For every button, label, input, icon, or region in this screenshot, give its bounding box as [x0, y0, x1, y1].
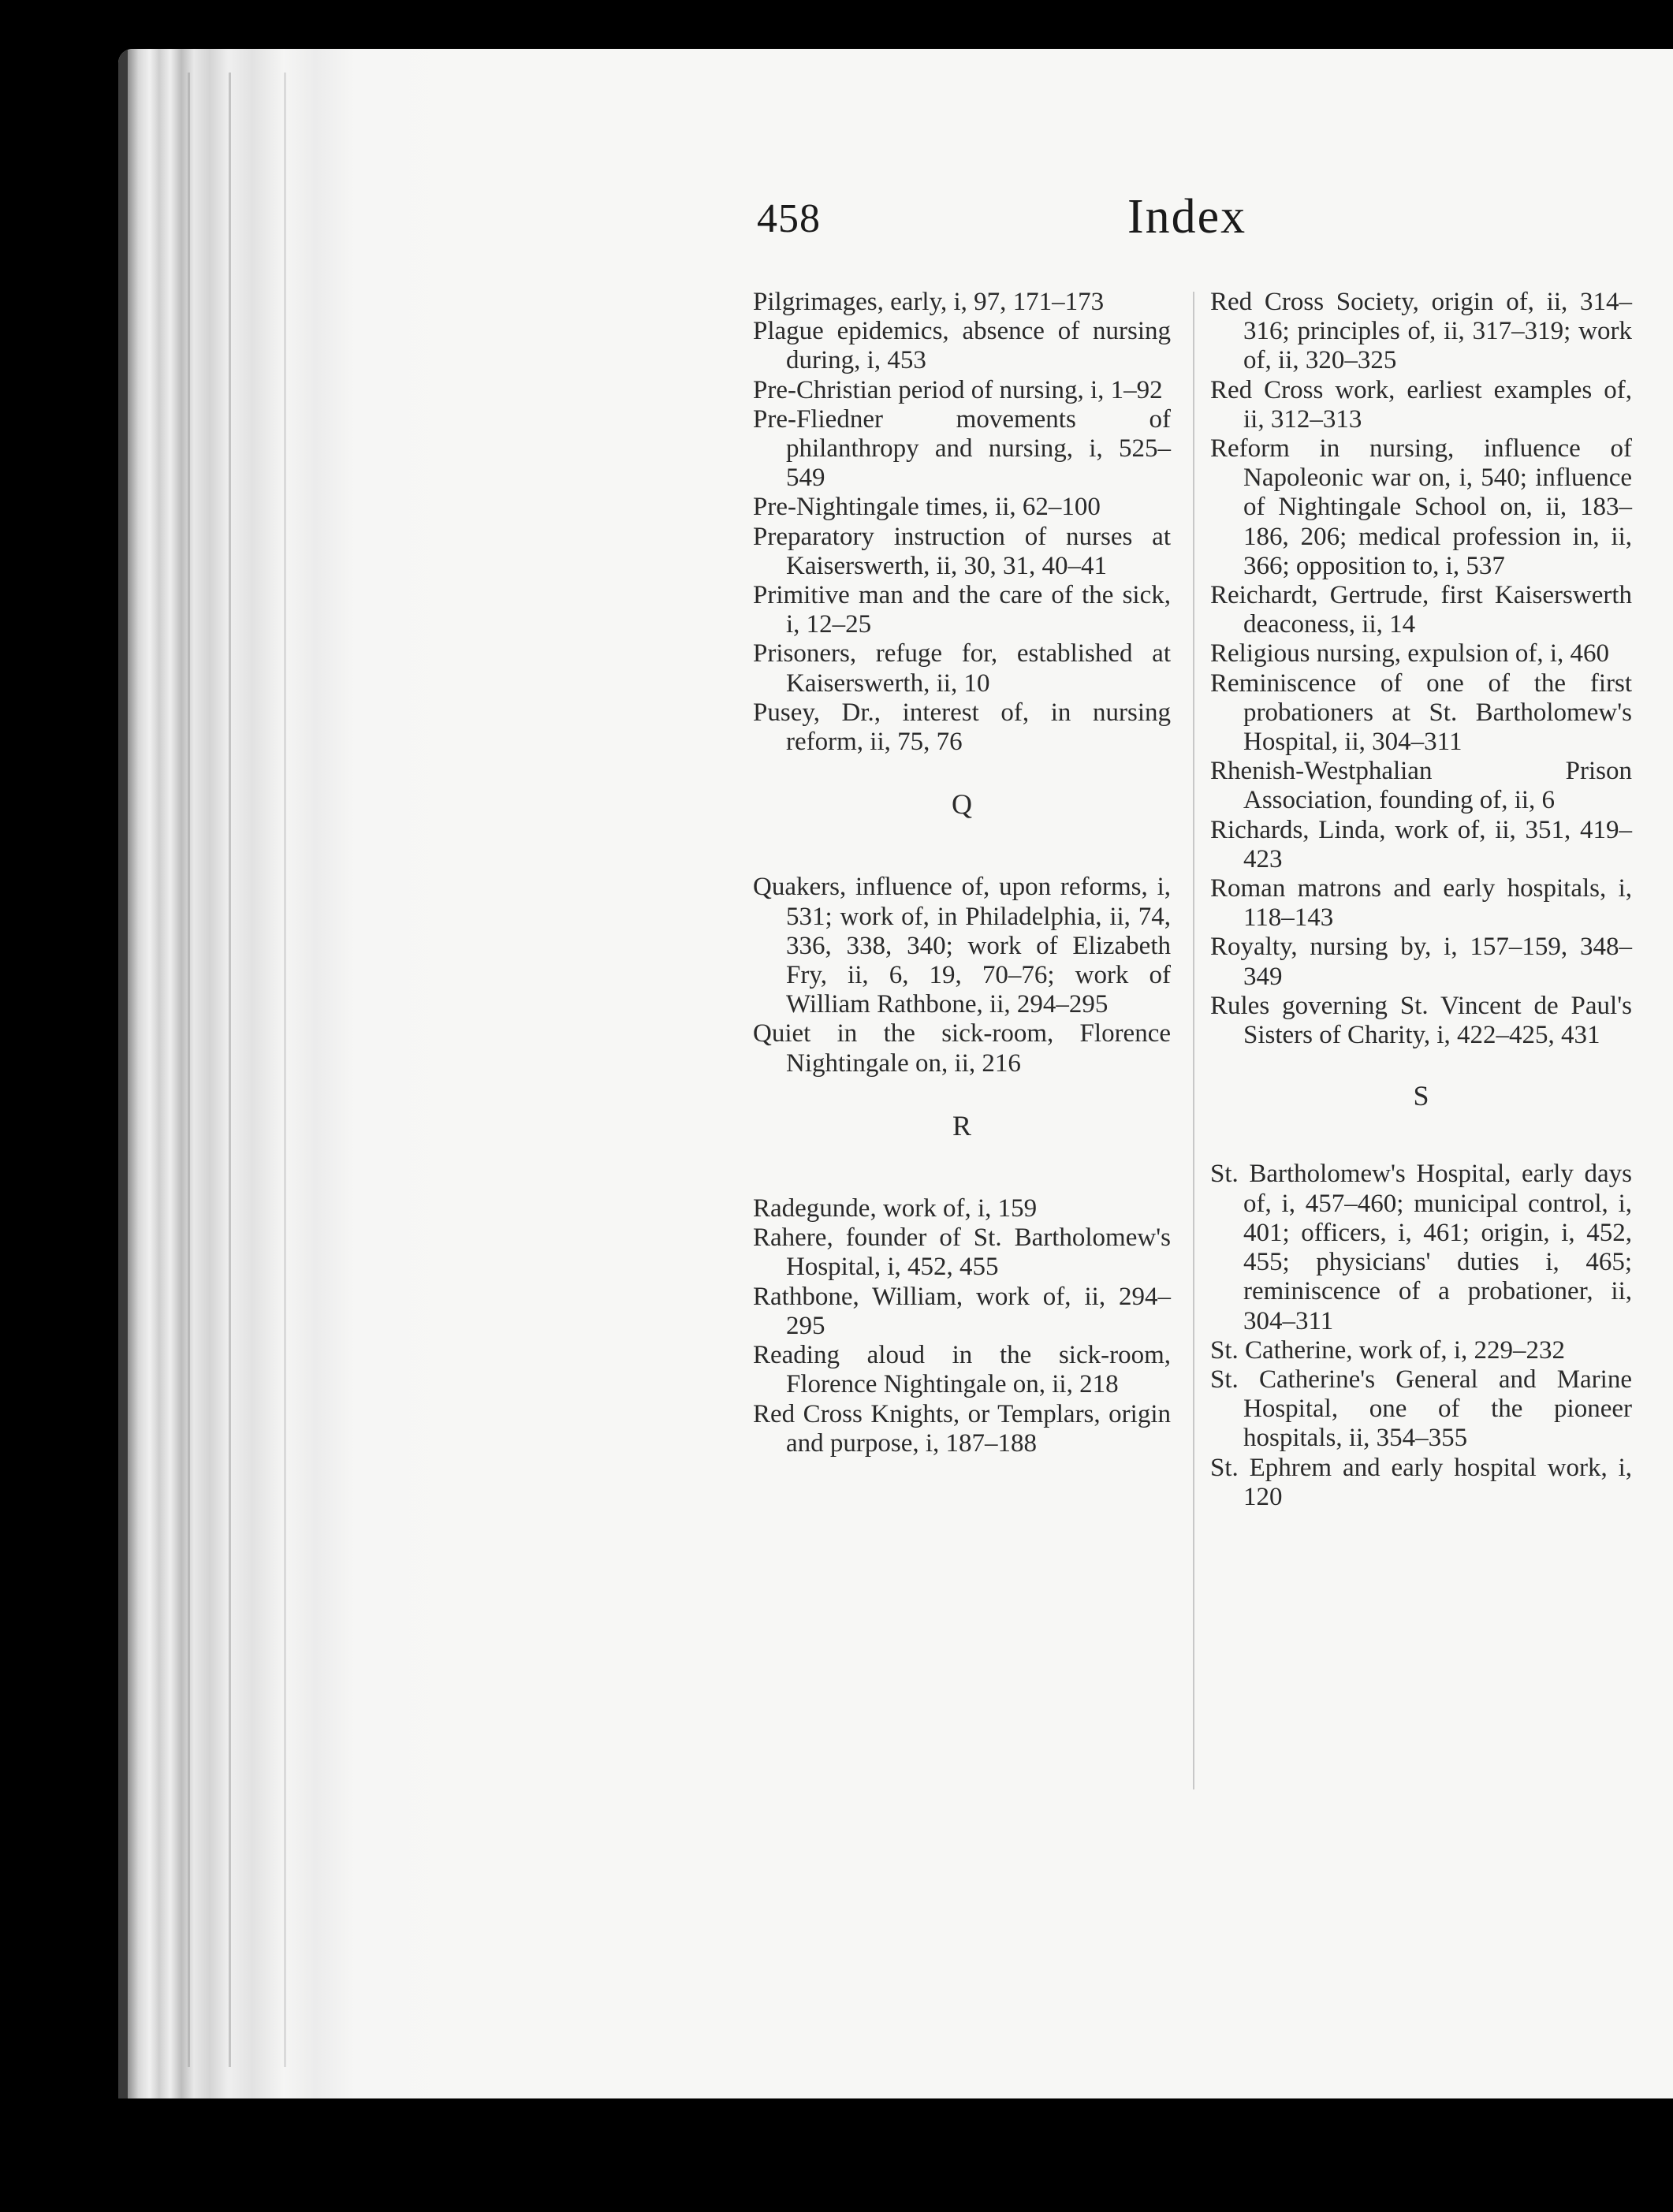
index-entry: Quakers, influence of, upon reforms, i, 531; work of, in Philadelphia, ii, 74, 336, 338, 340; work of Elizabeth Fry, ii, 6, 19, 70–76; work of William Rathbone, ii, 294–295: [753, 873, 1171, 1019]
index-entry: Pre-Fliedner movements of philanthropy and nursing, i, 525–549: [753, 404, 1171, 493]
index-entry: Reichardt, Gertrude, first Kaiserswerth deaconess, ii, 14: [1210, 581, 1632, 639]
index-entry: Pilgrimages, early, i, 97, 171–173: [753, 288, 1105, 316]
index-entry: St. Catherine, work of, i, 229–232: [1210, 1335, 1566, 1365]
index-entry: Red Cross Society, origin of, ii, 314–316; principles of, ii, 317–319; work of, ii, 320–325: [1210, 288, 1632, 375]
binding-shadow: [118, 49, 128, 2098]
index-entry: Red Cross work, earliest examples of, ii, 312–313: [1210, 375, 1632, 434]
index-entry: Plague epidemics, absence of nursing during, i, 453: [753, 317, 1171, 375]
page-number: 458: [757, 196, 821, 241]
index-entry: Reform in nursing, influence of Napoleonic war on, i, 540; influence of Nightingale School on, ii, 183–186, 206; medical profession in, ii, 366; opposition to, i, 537: [1210, 434, 1632, 580]
index-entry: St. Bartholomew's Hospital, early days of, i, 457–460; municipal control, i, 401; officers, i, 461; origin, i, 452, 455; physicians' duties i, 465; reminiscence of a probationer, ii, 304–311: [1210, 1160, 1632, 1335]
page-edge-line: [284, 73, 286, 2067]
index-entry: Primitive man and the care of the sick, i, 12–25: [753, 581, 1171, 639]
section-letter-r: R: [952, 1109, 971, 1141]
index-entry: Roman matrons and early hospitals, i, 118–143: [1210, 874, 1632, 933]
index-entry: St. Ephrem and early hospital work, i, 120: [1210, 1453, 1632, 1511]
page-edge-line: [188, 73, 190, 2067]
page-header: [757, 189, 1640, 252]
index-entry: Prisoners, refuge for, established at Kaiserswerth, ii, 10: [753, 639, 1171, 698]
index-entry: Red Cross Knights, or Templars, origin and purpose, i, 187–188: [753, 1399, 1171, 1458]
index-entry: Pre-Christian period of nursing, i, 1–92: [753, 375, 1163, 404]
index-entry: Religious nursing, expulsion of, i, 460: [1210, 639, 1609, 668]
column-divider: [1193, 292, 1194, 1789]
index-entry: Quiet in the sick-room, Florence Nightingale on, ii, 216: [753, 1019, 1171, 1078]
index-entry: Richards, Linda, work of, ii, 351, 419–423: [1210, 815, 1632, 873]
index-entry: Preparatory instruction of nurses at Kaiserswerth, ii, 30, 31, 40–41: [753, 522, 1171, 580]
page-edge-line: [229, 73, 231, 2067]
section-letter-s: S: [1413, 1080, 1429, 1112]
page-title: Index: [1127, 190, 1247, 244]
index-entry: Pusey, Dr., interest of, in nursing reform, ii, 75, 76: [753, 698, 1171, 757]
index-entry: Radegunde, work of, i, 159: [753, 1194, 1038, 1223]
index-entry: St. Catherine's General and Marine Hospital, one of the pioneer hospitals, ii, 354–355: [1210, 1365, 1632, 1453]
index-column-left: [753, 288, 1171, 1458]
index-column-right: [1210, 288, 1632, 1512]
index-entry: Reading aloud in the sick-room, Florence Nightingale on, ii, 218: [753, 1341, 1171, 1399]
index-entry: Rules governing St. Vincent de Paul's Sisters of Charity, i, 422–425, 431: [1210, 991, 1632, 1050]
index-entry: Royalty, nursing by, i, 157–159, 348–349: [1210, 933, 1632, 991]
index-entry: Rhenish-Westphalian Prison Association, founding of, ii, 6: [1210, 757, 1632, 815]
index-entry: Rahere, founder of St. Bartholomew's Hospital, i, 452, 455: [753, 1223, 1171, 1282]
index-entry: Reminiscence of one of the first probationers at St. Bartholomew's Hospital, ii, 304–311: [1210, 668, 1632, 757]
section-letter-q: Q: [952, 788, 972, 821]
index-entry: Pre-Nightingale times, ii, 62–100: [753, 493, 1101, 522]
page-edges: [118, 49, 457, 2098]
index-entry: Rathbone, William, work of, ii, 294–295: [753, 1282, 1171, 1340]
